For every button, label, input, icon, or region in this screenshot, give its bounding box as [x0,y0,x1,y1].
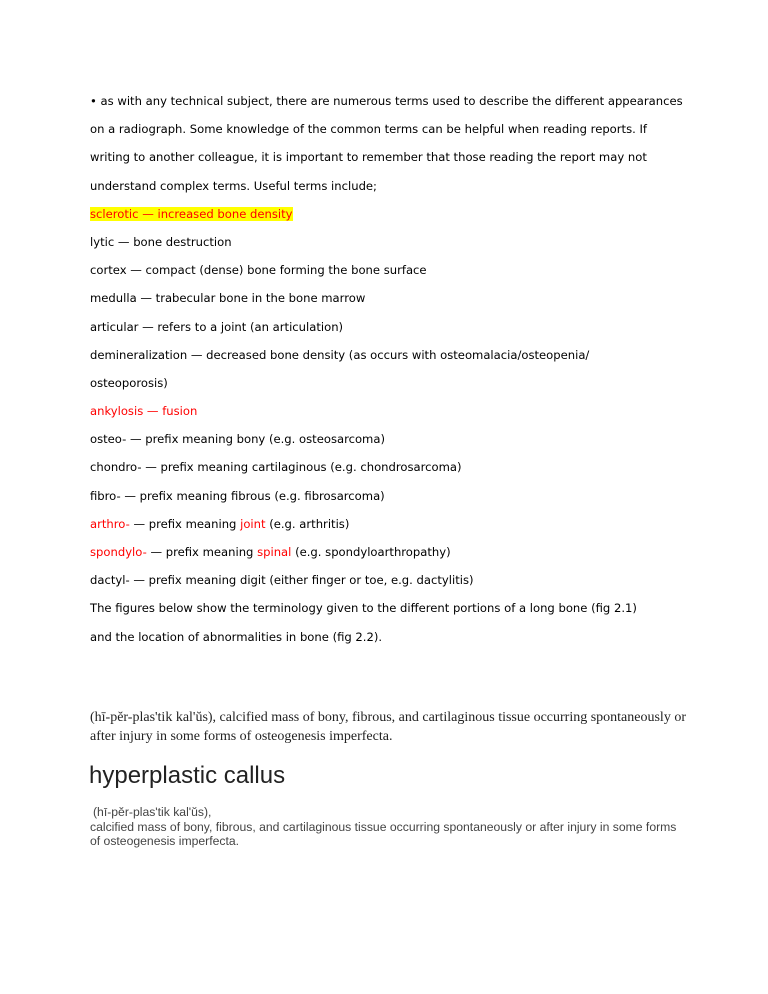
highlighted-term: sclerotic — increased bone density [90,206,293,221]
spondylo-end: (e.g. spondyloarthropathy) [291,545,451,559]
figures-line-1: The figures below show the terminology given to the different portions of a long bone (fig 2.1) [90,601,637,616]
figures-line-2: and the location of abnormalities in bone (fig 2.2). [90,629,383,644]
term-lytic: lytic — bone destruction [90,234,232,249]
term-fibro: fibro- — prefix meaning fibrous (e.g. fibrosarcoma) [90,488,385,503]
term-spondylo [90,538,720,566]
arthro-prefix: arthro- [90,516,130,531]
terminology-section [90,87,720,651]
intro-line-3: writing to another colleague, it is important to remember that those reading the report may not [90,150,647,165]
term-medulla: medulla — trabecular bone in the bone marrow [90,291,366,306]
spondylo-word: spinal [257,545,292,559]
arthro-mid: — prefix meaning [129,516,241,531]
term-articular: articular — refers to a joint (an articulation) [90,319,344,334]
arthro-end: (e.g. arthritis) [265,516,350,531]
intro-line-1: • as with any technical subject, there are numerous terms used to describe the different appearances [90,94,683,108]
term-osteo: osteo- — prefix meaning bony (e.g. osteosarcoma) [90,432,385,447]
entry-definition-block [90,805,680,849]
intro-line-2: on a radiograph. Some knowledge of the common terms can be helpful when reading reports. If [90,122,648,137]
entry-definition: calcified mass of bony, fibrous, and cartilaginous tissue occurring spontaneously or after injury in some forms of osteogenesis imperfecta. [90,819,677,849]
term-arthro [90,510,720,538]
term-sclerotic [90,200,720,228]
term-demineralization-cont: osteoporosis) [90,375,168,390]
spondylo-prefix: spondylo- [90,545,147,559]
entry-pronunciation: (hī-pĕr-plas'tik kal'ŭs), [93,805,212,819]
serif-definition: (hī-pĕr-plas'tik kal'ŭs), calcified mass of bony, fibrous, and cartilaginous tissue occurring spontaneously or after injury in some forms of osteogenesis imperfecta. [90,710,686,744]
term-cortex: cortex — compact (dense) bone forming the bone surface [90,263,427,278]
term-ankylosis: ankylosis — fusion [90,404,198,419]
entry-title: hyperplastic callus [89,762,286,789]
term-demineralization: demineralization — decreased bone density (as occurs with osteomalacia/osteopenia/ [90,347,590,362]
intro-line-4: understand complex terms. Useful terms include; [90,178,377,193]
term-dactyl: dactyl- — prefix meaning digit (either finger or toe, e.g. dactylitis) [90,573,474,588]
spondylo-mid: — prefix meaning [146,545,258,559]
term-chondro: chondro- — prefix meaning cartilaginous (e.g. chondrosarcoma) [90,460,462,475]
arthro-word: joint [240,516,266,531]
